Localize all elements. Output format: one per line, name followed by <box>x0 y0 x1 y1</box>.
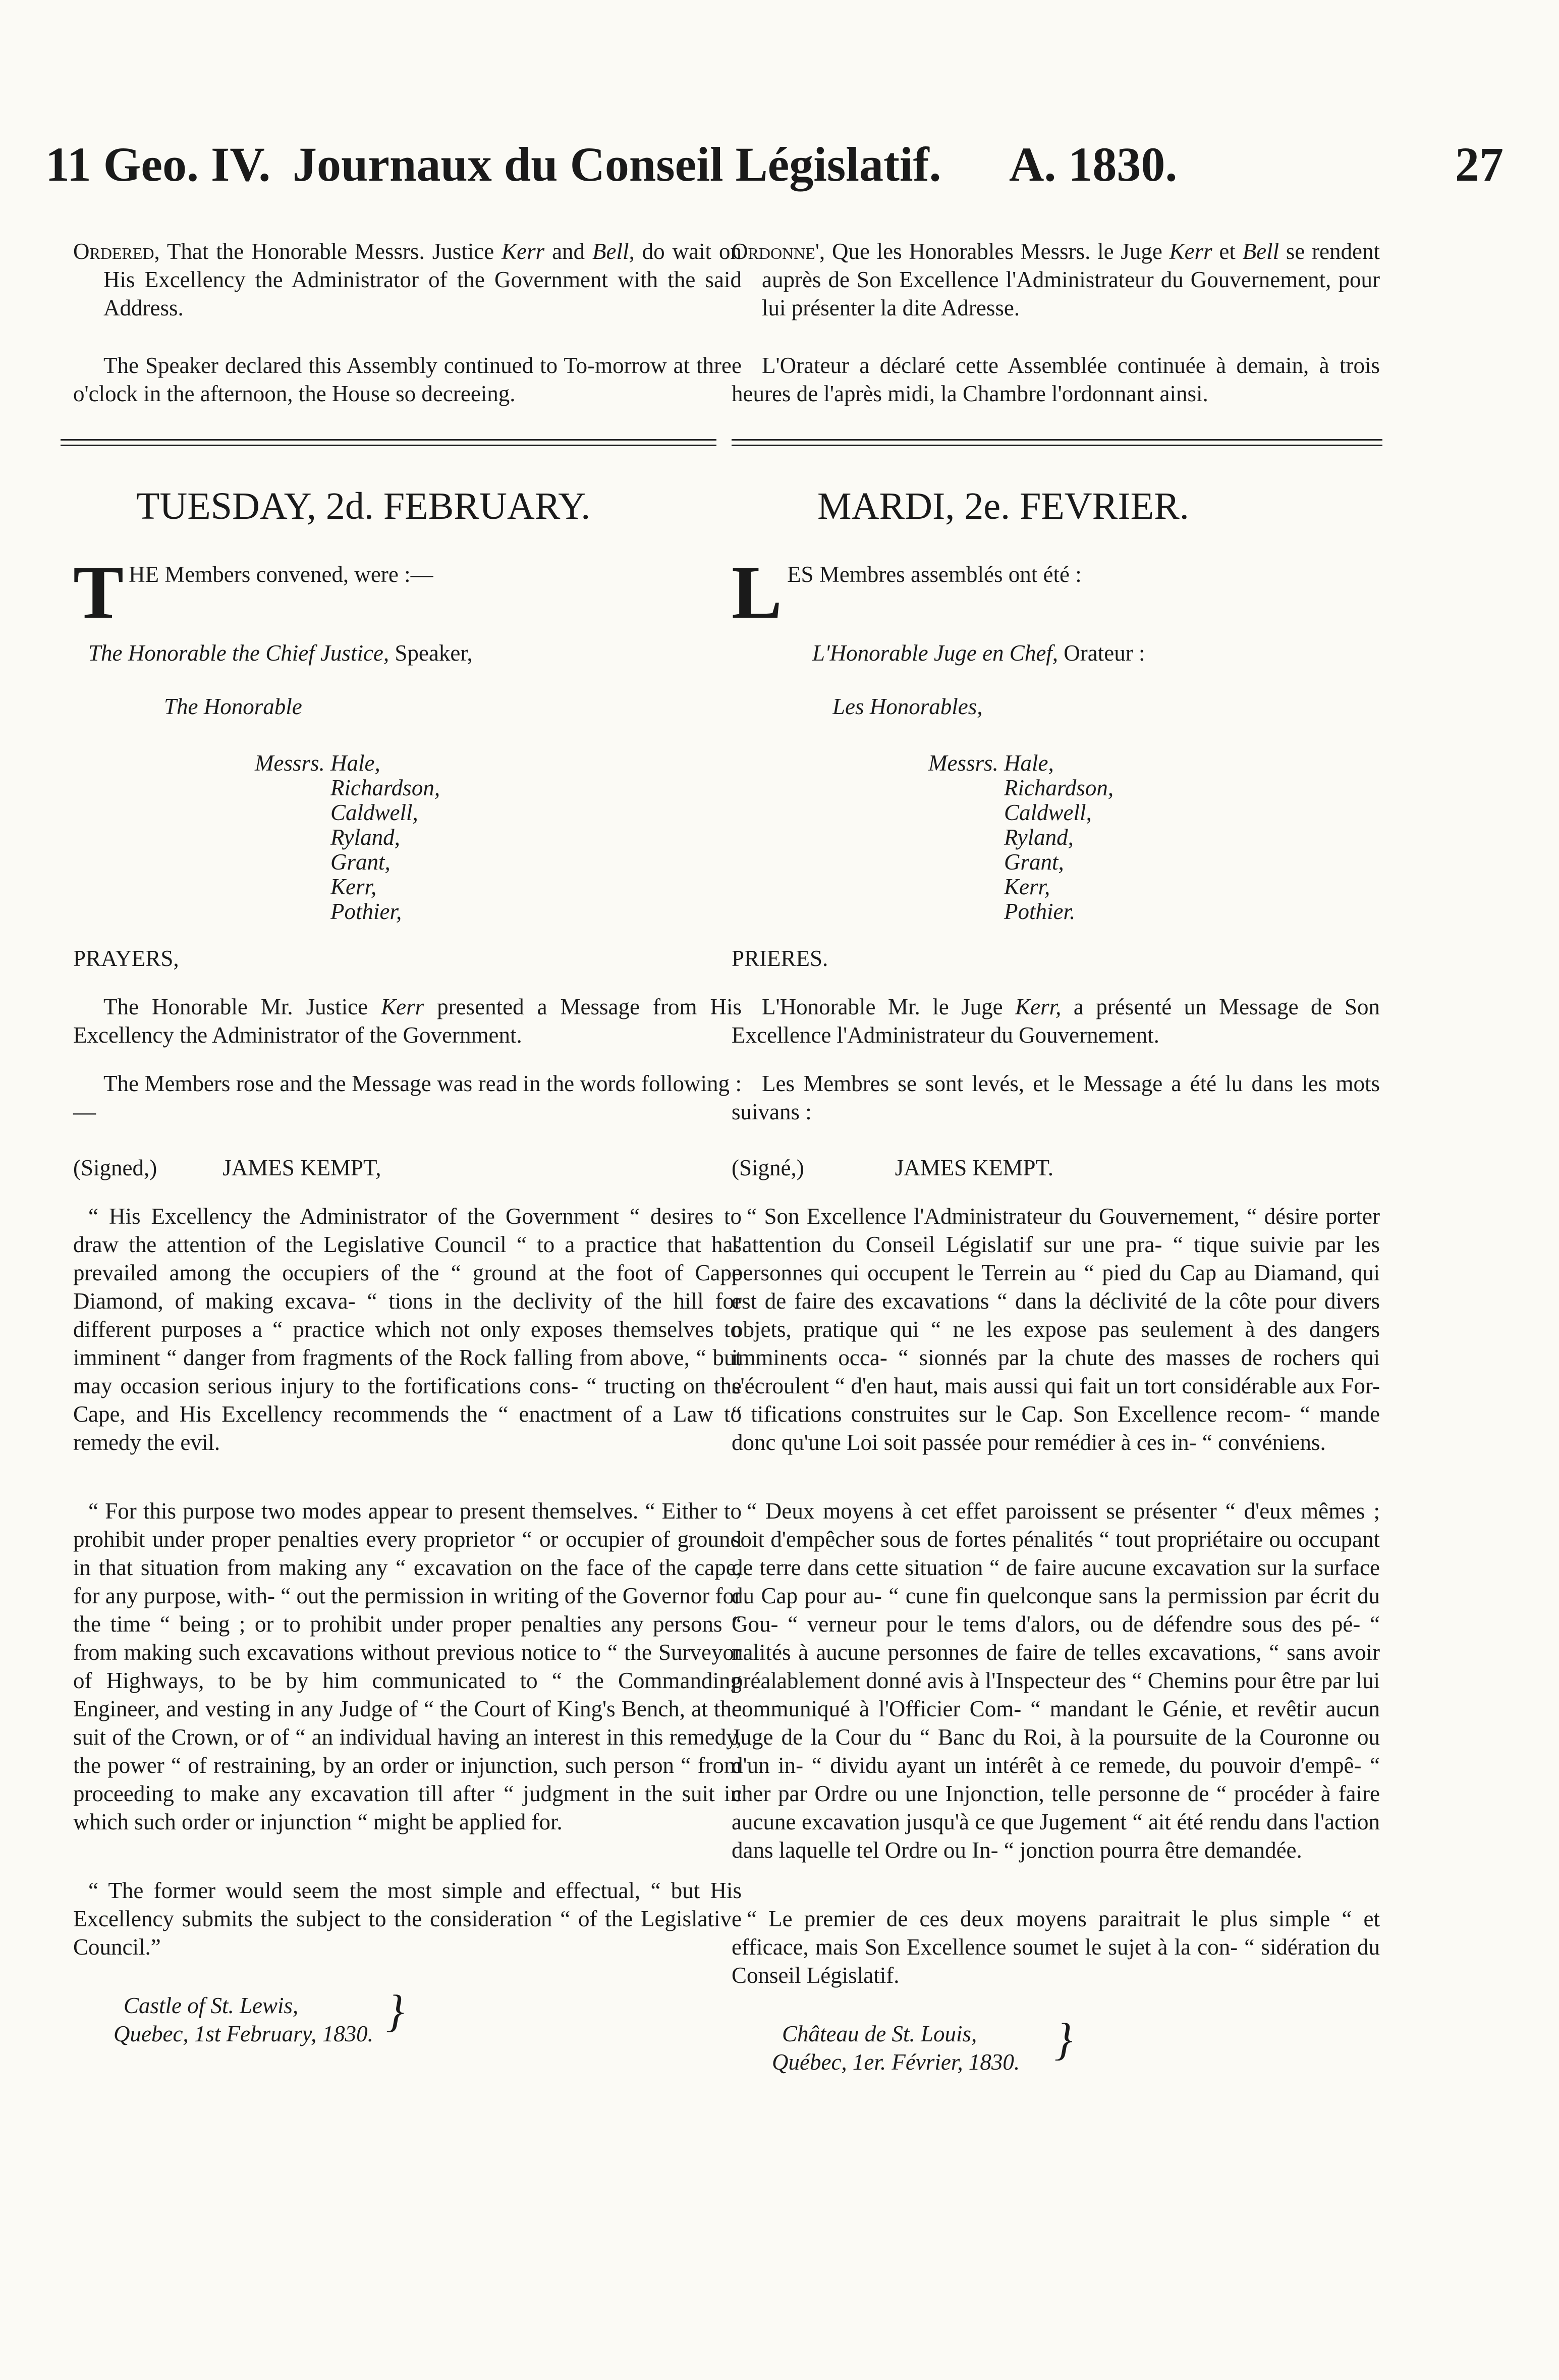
ordonne-paragraph: Ordonne', Que les Honorables Messrs. le Juge Kerr et Bell se rendent auprès de Son Excellence l'Administrateur du Gouvernement, pour lui présenter la dite Adresse. <box>732 239 1380 320</box>
message-para-2-fr: “ Deux moyens à cet effet paroissent se présenter “ d'eux mêmes ; soit d'empêcher sous de fortes pénalités “ tout propriétaire ou occupant de terre dans cette situation “ de faire aucune excavation sur la surface du Cap pour au- “ cune fin quelconque sans la permission par écrit du Gou- “ verneur pour le tems d'alors, ou de défendre sous des pé- “ nalités à aucune personnes de faire de telles excavations, “ sans avoir préalablement donné avis à l'Inspecteur des “ Chemins pour être par lui communiqué à l'Officier Com- “ mandant le Génie, et revêtir aucun Juge de la Cour du “ Banc du Roi, à la poursuite de la Couronne ou d'un in- “ dividu ayant un intérêt à ce remede, du pouvoir d'empê- “ cher par Ordre ou une Injonction, telle personne de “ procéder à faire aucune excavation jusqu'à ce que Jugement “ ait été rendu dans l'action dans laquelle tel Ordre ou In- “ jonction pourra être demandée. <box>732 1498 1380 1863</box>
member-name: Grant, <box>1004 849 1064 875</box>
journal-title: Journaux du Conseil Législatif. <box>293 137 941 191</box>
signature-line: (Signed,) JAMES KEMPT, <box>73 1155 381 1180</box>
speaker-paragraph: The Speaker declared this Assembly continued to To-morrow at three o'clock in the afternoon, the House so decreeing. <box>73 353 742 406</box>
member-name: Caldwell, <box>330 800 418 825</box>
page-number: 27 <box>1455 137 1504 191</box>
section-rule-left <box>61 439 716 446</box>
prayers-heading: PRAYERS, <box>73 946 179 971</box>
honorables-label: Les Honorables, <box>832 694 983 719</box>
signature-line-fr: (Signé,) JAMES KEMPT. <box>732 1155 1053 1180</box>
orateur-paragraph: L'Orateur a déclaré cette Assemblée continuée à demain, à trois heures de l'après midi, la Chambre l'ordonnant ainsi. <box>732 353 1380 406</box>
regnal-year: 11 Geo. IV. <box>45 137 271 191</box>
member-name: Messrs. Hale, <box>255 750 380 776</box>
honorable-label: The Honorable <box>164 694 302 719</box>
member-name: Messrs. Hale, <box>928 750 1054 776</box>
member-name: Richardson, <box>1004 775 1114 800</box>
member-name: Pothier, <box>330 899 402 924</box>
member-list-fr <box>928 751 1380 924</box>
english-column-body <box>73 560 742 2048</box>
french-column-body <box>732 560 1380 2076</box>
member-list <box>255 751 742 924</box>
chief-justice-line: The Honorable the Chief Justice, Speaker, <box>88 640 473 666</box>
message-para-1: “ His Excellency the Administrator of the Government “ desires to draw the attention of the Legislative Council “ to a practice that has prevailed among the occupiers of the “ ground at the foot of Cape Diamond, of making excava- “ tions in the declivity of the hill for different purposes a “ practice which not only exposes themselves to imminent “ danger from fragments of the Rock falling from above, “ but may occasion serious injury to the fortifications cons- “ tructing on the Cape, and His Excellency recommends the “ enactment of a Law to remedy the evil. <box>73 1204 742 1455</box>
prieres-heading: PRIERES. <box>732 946 828 971</box>
message-presented: The Honorable Mr. Justice Kerr presented a Message from His Excellency the Administrator of the Government. <box>73 994 742 1048</box>
member-name: Grant, <box>330 849 391 875</box>
message-para-2: “ For this purpose two modes appear to present themselves. “ Either to prohibit under proper penalties every proprietor “ or occupier of ground in that situation from making any “ excavation on the face of the cape, for any purpose, with- “ out the permission in writing of the Governor for the time “ being ; or to prohibit under proper penalties any persons “ from making such excavations without previous notice to “ the Surveyor of Highways, to be by him communicated to “ the Commanding Engineer, and vesting in any Judge of “ the Court of King's Bench, at the suit of the Crown, or of “ an individual having an interest in this remedy, the power “ of restraining, by an order or injunction, such person “ from proceeding to make any excavation till after “ judgment in the suit in which such order or injunction “ might be applied for. <box>73 1498 742 1834</box>
members-rose: The Members rose and the Message was read in the words following :— <box>73 1071 742 1124</box>
juge-en-chef-line: L'Honorable Juge en Chef, Orateur : <box>812 640 1145 666</box>
membres-assembles: LES Membres assemblés ont été : <box>732 560 1082 623</box>
member-name: Pothier. <box>1004 899 1076 924</box>
message-presente: L'Honorable Mr. le Juge Kerr, a présenté un Message de Son Excellence l'Administrateur du Gouvernement. <box>732 994 1380 1048</box>
message-para-3-fr: “ Le premier de ces deux moyens paraitrait le plus simple “ et efficace, mais Son Excellence soumet le sujet à la con- “ sidération du Conseil Législatif. <box>732 1906 1380 1988</box>
page-header <box>45 136 1514 207</box>
drop-cap: L <box>732 560 783 623</box>
membres-leves: Les Membres se sont levés, et le Message a été lu dans les mots suivans : <box>732 1071 1380 1124</box>
dateline-fr: Château de St. Louis, Québec, 1er. Février, 1830. } <box>772 2015 1073 2075</box>
member-name: Caldwell, <box>1004 800 1092 825</box>
dateline-en: Castle of St. Lewis, Quebec, 1st February, 1830. } <box>114 1986 404 2046</box>
message-para-3: “ The former would seem the most simple and effectual, “ but His Excellency submits the subject to the consideration “ of the Legislative Council.” <box>73 1878 742 1960</box>
section-rule-right <box>732 439 1382 446</box>
members-convened: THE Members convened, were :— <box>73 560 433 623</box>
french-column-top <box>732 237 1380 408</box>
drop-cap: T <box>73 560 124 623</box>
member-name: Richardson, <box>330 775 440 800</box>
day-heading-en: TUESDAY, 2d. FEBRUARY. <box>136 485 591 527</box>
message-para-1-fr: “ Son Excellence l'Administrateur du Gouvernement, “ désire porter l'attention du Conseil Législatif sur une pra- “ tique suivie par les personnes qui occupent le Terrein au “ pied du Cap au Diamand, qui est de faire des excavations “ dans la déclivité de la côte pour divers objets, pratique qui “ ne les expose pas seulement à des dangers imminents occa- “ sionnés par la chute des masses de rochers qui s'écroulent “ d'en haut, mais aussi qui fait un tort considérable aux For- “ tifications construites sur le Cap. Son Excellence recom- “ mande donc qu'une Loi soit passée pour remédier à ces in- “ convéniens. <box>732 1204 1380 1455</box>
member-name: Kerr, <box>1004 874 1050 899</box>
english-column-top <box>73 237 742 408</box>
member-name: Kerr, <box>330 874 377 899</box>
member-name: Ryland, <box>1004 825 1074 850</box>
ordered-paragraph: Ordered, That the Honorable Messrs. Justice Kerr and Bell, do wait on His Excellency the Administrator of the Government with the said Address. <box>73 239 742 320</box>
journal-year: A. 1830. <box>1009 137 1178 191</box>
day-heading-fr: MARDI, 2e. FEVRIER. <box>817 485 1189 527</box>
member-name: Ryland, <box>330 825 400 850</box>
